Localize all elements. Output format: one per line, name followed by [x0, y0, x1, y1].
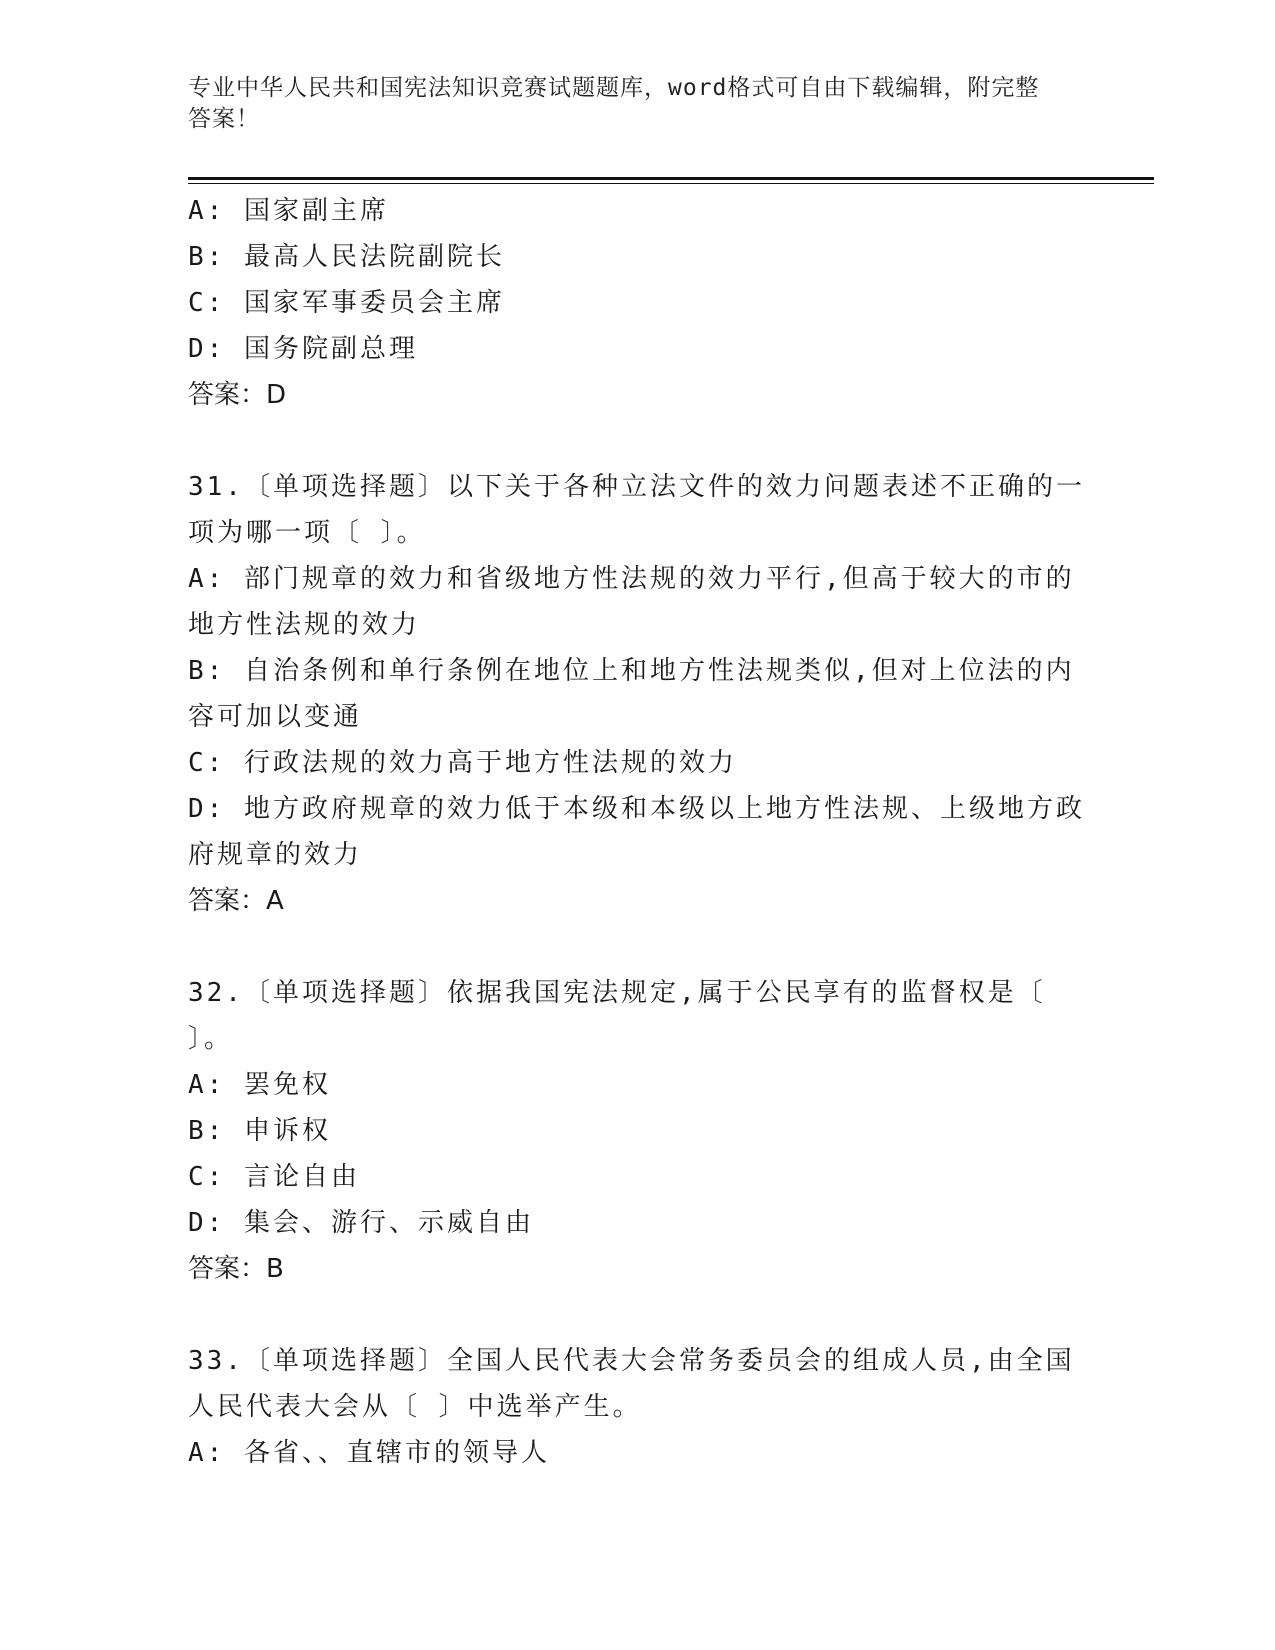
option-d: D: 国务院副总理 [188, 334, 418, 364]
option-b-continued: 容可加以变通 [188, 702, 363, 732]
option-c: C: 国家军事委员会主席 [188, 288, 505, 318]
option-d: D: 集会、游行、示威自由 [188, 1208, 534, 1238]
question-stem-continued: 〕。 [188, 1024, 234, 1054]
answer-line: 答案：A [188, 886, 284, 916]
header-line-2: 答案！ [188, 106, 260, 132]
spacer [188, 1292, 1088, 1338]
answer-line: 答案：D [188, 380, 287, 410]
question-stem-continued: 项为哪一项〔 〕。 [188, 518, 426, 548]
spacer [188, 418, 1088, 464]
question-stem: 31.〔单项选择题〕以下关于各种立法文件的效力问题表述不正确的一 [188, 472, 1085, 502]
option-d-continued: 府规章的效力 [188, 840, 363, 870]
option-c: C: 行政法规的效力高于地方性法规的效力 [188, 748, 737, 778]
question-30-options [188, 188, 1088, 418]
option-a: A: 国家副主席 [188, 196, 389, 226]
question-33 [188, 1338, 1088, 1476]
question-32 [188, 970, 1088, 1292]
option-d: D: 地方政府规章的效力低于本级和本级以上地方性法规、上级地方政 [188, 794, 1085, 824]
spacer [188, 924, 1088, 970]
option-a: A: 各省、、直辖市的领导人 [188, 1438, 550, 1468]
header-line-1: 专业中华人民共和国宪法知识竞赛试题题库，word格式可自由下载编辑，附完整 [188, 75, 1040, 101]
option-a-continued: 地方性法规的效力 [188, 610, 421, 640]
option-c: C: 言论自由 [188, 1162, 360, 1192]
option-b: B: 最高人民法院副院长 [188, 242, 505, 272]
answer-line: 答案：B [188, 1254, 284, 1284]
question-31 [188, 464, 1088, 924]
question-stem: 32.〔单项选择题〕依据我国宪法规定,属于公民享有的监督权是〔 [188, 978, 1046, 1008]
document-header [188, 73, 1068, 135]
question-stem: 33.〔单项选择题〕全国人民代表大会常务委员会的组成人员,由全国 [188, 1346, 1075, 1376]
option-a: A: 罢免权 [188, 1070, 331, 1100]
option-b: B: 申诉权 [188, 1116, 331, 1146]
header-divider-thick [188, 177, 1154, 180]
document-body [188, 188, 1088, 1476]
option-b: B: 自治条例和单行条例在地位上和地方性法规类似,但对上位法的内 [188, 656, 1075, 686]
option-a: A: 部门规章的效力和省级地方性法规的效力平行,但高于较大的市的 [188, 564, 1075, 594]
header-divider-thin [188, 183, 1154, 184]
question-stem-continued: 人民代表大会从〔 〕中选举产生。 [188, 1392, 642, 1422]
